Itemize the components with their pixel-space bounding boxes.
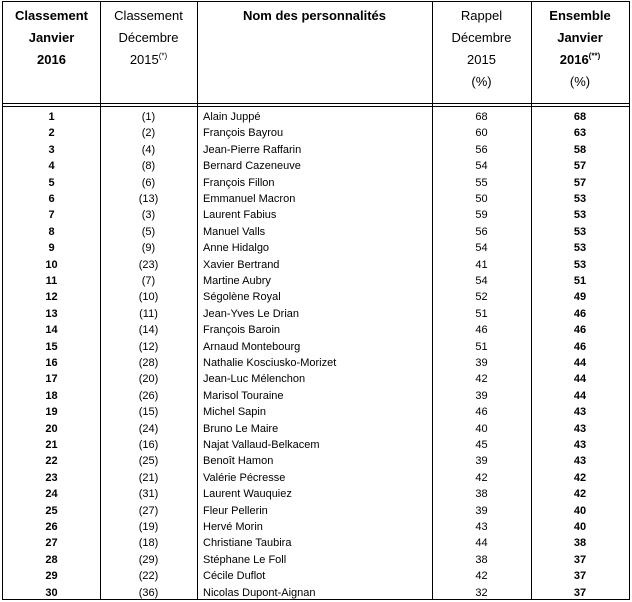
header-ensemble-unit: (%) xyxy=(569,74,591,89)
rank-dec-cell: (16) xyxy=(138,439,159,451)
ensemble-jan-cell: 43 xyxy=(573,455,587,468)
rank-dec-cell: (19) xyxy=(138,521,159,533)
rank-jan-cell: 11 xyxy=(45,275,58,287)
personality-name-cell: Bernard Cazeneuve xyxy=(203,160,301,173)
table-row xyxy=(3,486,629,502)
rappel-dec-cell: 60 xyxy=(475,127,488,140)
ensemble-jan-cell: 42 xyxy=(573,488,587,501)
rank-dec-cell: (5) xyxy=(141,225,156,238)
header-rank-jan-line3: 2016 xyxy=(37,52,66,67)
rank-dec-cell: (28) xyxy=(138,357,159,369)
personality-name-cell: Benoît Hamon xyxy=(203,455,274,468)
rank-dec-cell: (21) xyxy=(138,471,159,484)
ensemble-jan-cell: 46 xyxy=(573,324,587,337)
personality-name-cell: François Fillon xyxy=(203,176,275,189)
personality-name-cell: Manuel Valls xyxy=(203,225,266,238)
personality-name-cell: Jean-Pierre Raffarin xyxy=(203,143,302,156)
ensemble-jan-cell: 44 xyxy=(573,389,587,402)
personality-name-cell: Alain Juppé xyxy=(203,111,261,123)
rank-dec-cell: (12) xyxy=(138,340,159,353)
ranking-table xyxy=(2,1,630,600)
ensemble-jan-cell: 42 xyxy=(573,471,587,484)
rank-jan-cell: 1 xyxy=(48,111,55,123)
header-name xyxy=(197,5,432,108)
rappel-dec-cell: 54 xyxy=(475,160,488,173)
rank-jan-cell: 14 xyxy=(45,324,58,337)
personality-name-cell: Arnaud Montebourg xyxy=(203,340,301,353)
table-row xyxy=(3,207,629,223)
header-rappel-line2: Décembre xyxy=(451,30,512,45)
rappel-dec-cell: 50 xyxy=(475,193,488,205)
rappel-dec-cell: 52 xyxy=(475,291,488,304)
table-row xyxy=(3,257,629,273)
table-row xyxy=(3,503,629,519)
rank-dec-cell: (24) xyxy=(138,422,159,435)
ensemble-jan-cell: 37 xyxy=(573,553,587,566)
rappel-dec-cell: 54 xyxy=(475,275,488,287)
ensemble-jan-cell: 43 xyxy=(573,422,587,435)
rank-dec-cell: (13) xyxy=(138,193,159,205)
personality-name-cell: Najat Vallaud-Belkacem xyxy=(203,439,320,451)
personality-name-cell: Martine Aubry xyxy=(203,275,271,287)
table-row xyxy=(3,175,629,191)
header-ensemble-line1: Ensemble xyxy=(549,8,611,23)
table-row xyxy=(3,552,629,568)
rank-jan-cell: 9 xyxy=(48,242,55,255)
personality-name-cell: Jean-Yves Le Drian xyxy=(203,307,299,320)
rappel-dec-cell: 44 xyxy=(475,537,488,550)
rappel-dec-cell: 39 xyxy=(475,504,488,517)
ensemble-jan-cell: 44 xyxy=(573,373,587,386)
rank-jan-cell: 7 xyxy=(48,209,55,222)
personality-name-cell: Stéphane Le Foll xyxy=(203,553,287,566)
rappel-dec-cell: 45 xyxy=(475,439,488,451)
ensemble-jan-cell: 57 xyxy=(573,160,587,173)
rappel-dec-cell: 40 xyxy=(475,422,488,435)
personality-name-cell: Nathalie Kosciusko-Morizet xyxy=(203,357,337,369)
table-row xyxy=(3,355,629,371)
header-ensemble xyxy=(531,5,629,108)
personality-name-cell: Xavier Bertrand xyxy=(203,258,280,271)
table-row xyxy=(3,109,629,125)
table-row xyxy=(3,224,629,240)
personality-name-cell: Ségolène Royal xyxy=(203,291,281,304)
header-ensemble-line3 xyxy=(531,49,629,71)
header-rank-dec-line2: Décembre xyxy=(118,30,179,45)
rank-jan-cell: 26 xyxy=(45,521,58,533)
ensemble-jan-cell: 38 xyxy=(573,537,587,550)
table-row xyxy=(3,388,629,404)
personality-name-cell: Michel Sapin xyxy=(203,406,266,419)
ensemble-jan-cell: 43 xyxy=(573,406,587,419)
rank-jan-cell: 3 xyxy=(48,143,55,156)
header-rappel-line3: 2015 xyxy=(467,52,496,67)
personality-name-cell: François Bayrou xyxy=(203,127,284,140)
rank-dec-cell: (8) xyxy=(141,160,156,173)
rank-dec-cell: (3) xyxy=(141,209,156,222)
rank-dec-cell: (18) xyxy=(138,537,159,550)
table-row xyxy=(3,421,629,437)
table-row xyxy=(3,371,629,387)
ensemble-jan-cell: 46 xyxy=(573,307,587,320)
rank-jan-cell: 27 xyxy=(45,537,58,550)
ensemble-jan-cell: 53 xyxy=(573,258,587,271)
header-rank-jan xyxy=(3,5,100,108)
rank-jan-cell: 30 xyxy=(45,586,58,599)
footnote-marker: (**) xyxy=(588,51,601,61)
rappel-dec-cell: 46 xyxy=(475,406,488,419)
header-rappel-unit: (%) xyxy=(471,74,492,89)
personality-name-cell: Valérie Pécresse xyxy=(203,471,286,484)
rank-dec-cell: (11) xyxy=(139,307,158,320)
header-name-label: Nom des personnalités xyxy=(242,8,387,23)
table-row xyxy=(3,306,629,322)
rank-jan-cell: 23 xyxy=(45,471,58,484)
rank-dec-cell: (4) xyxy=(141,143,156,156)
table-row xyxy=(3,568,629,584)
personality-name-cell: Fleur Pellerin xyxy=(203,504,268,517)
rappel-dec-cell: 68 xyxy=(475,111,488,123)
table-row xyxy=(3,437,629,453)
personality-name-cell: Emmanuel Macron xyxy=(203,193,296,205)
ensemble-jan-cell: 68 xyxy=(573,111,587,123)
table-row xyxy=(3,322,629,338)
rank-dec-cell: (9) xyxy=(141,242,156,255)
header-rappel xyxy=(432,5,531,108)
rappel-dec-cell: 39 xyxy=(475,455,488,468)
rank-dec-cell: (29) xyxy=(138,553,159,566)
footnote-marker: (*) xyxy=(158,51,168,61)
rank-dec-cell: (14) xyxy=(138,324,159,337)
table-row xyxy=(3,125,629,141)
header-rank-dec-line1: Classement xyxy=(114,8,183,23)
table-row xyxy=(3,404,629,420)
ensemble-jan-cell: 40 xyxy=(573,521,587,533)
rank-dec-cell: (1) xyxy=(141,111,156,123)
header-rank-dec-line3 xyxy=(100,49,197,71)
personality-name-cell: Laurent Wauquiez xyxy=(203,488,292,501)
personality-name-cell: Laurent Fabius xyxy=(203,209,277,222)
rank-jan-cell: 25 xyxy=(45,504,58,517)
rappel-dec-cell: 39 xyxy=(475,357,488,369)
rappel-dec-cell: 38 xyxy=(475,488,488,501)
header-rank-jan-line1: Classement xyxy=(15,8,88,23)
ensemble-jan-cell: 53 xyxy=(573,242,587,255)
rappel-dec-cell: 41 xyxy=(475,258,488,271)
rank-jan-cell: 18 xyxy=(45,389,58,402)
header-rank-jan-line2: Janvier xyxy=(28,30,75,45)
table-row xyxy=(3,240,629,256)
rank-dec-cell: (20) xyxy=(138,373,159,386)
personality-name-cell: Nicolas Dupont-Aignan xyxy=(203,586,316,599)
table-row xyxy=(3,142,629,158)
ensemble-jan-cell: 51 xyxy=(573,275,587,287)
rank-jan-cell: 4 xyxy=(48,160,55,173)
rank-jan-cell: 12 xyxy=(45,291,58,304)
personality-name-cell: Bruno Le Maire xyxy=(203,422,279,435)
rappel-dec-cell: 42 xyxy=(475,471,488,484)
rank-jan-cell: 5 xyxy=(48,176,55,189)
table-row xyxy=(3,289,629,305)
ensemble-jan-cell: 57 xyxy=(573,176,587,189)
rappel-dec-cell: 51 xyxy=(475,340,488,353)
rank-dec-cell: (15) xyxy=(138,406,159,419)
rank-jan-cell: 19 xyxy=(45,406,58,419)
rank-dec-cell: (10) xyxy=(138,291,159,304)
personality-name-cell: Christiane Taubira xyxy=(203,537,292,550)
rappel-dec-cell: 38 xyxy=(475,553,488,566)
rappel-dec-cell: 39 xyxy=(475,389,488,402)
rank-jan-cell: 8 xyxy=(48,225,55,238)
table-row xyxy=(3,535,629,551)
rappel-dec-cell: 59 xyxy=(475,209,488,222)
rappel-dec-cell: 32 xyxy=(475,586,488,599)
rappel-dec-cell: 46 xyxy=(475,324,488,337)
rank-jan-cell: 28 xyxy=(45,553,58,566)
ensemble-jan-cell: 63 xyxy=(573,127,587,140)
header-rank-dec xyxy=(100,5,197,108)
ensemble-jan-cell: 37 xyxy=(573,570,587,583)
ensemble-jan-cell: 53 xyxy=(573,209,587,222)
ensemble-jan-cell: 40 xyxy=(573,504,587,517)
ensemble-jan-cell: 37 xyxy=(573,586,587,599)
rank-dec-cell: (27) xyxy=(138,504,159,517)
header-ensemble-year: 2016 xyxy=(559,52,589,67)
ensemble-jan-cell: 43 xyxy=(573,439,587,451)
rappel-dec-cell: 56 xyxy=(475,143,488,156)
rappel-dec-cell: 42 xyxy=(475,373,488,386)
ensemble-jan-cell: 53 xyxy=(573,225,587,238)
table-row xyxy=(3,191,629,207)
personality-name-cell: Jean-Luc Mélenchon xyxy=(203,373,306,386)
table-row xyxy=(3,158,629,174)
rank-jan-cell: 17 xyxy=(45,373,58,386)
table-row xyxy=(3,470,629,486)
rank-jan-cell: 29 xyxy=(45,570,58,583)
rappel-dec-cell: 55 xyxy=(475,176,488,189)
rank-dec-cell: (6) xyxy=(141,176,156,189)
rank-dec-cell: (2) xyxy=(141,127,156,140)
personality-name-cell: François Baroin xyxy=(203,324,281,337)
rank-dec-cell: (36) xyxy=(138,586,159,599)
rappel-dec-cell: 43 xyxy=(475,521,488,533)
table-row xyxy=(3,585,629,601)
personality-name-cell: Anne Hidalgo xyxy=(203,242,270,255)
rank-jan-cell: 2 xyxy=(48,127,55,140)
rank-jan-cell: 22 xyxy=(45,455,58,468)
header-rappel-line1: Rappel xyxy=(460,8,503,23)
rank-jan-cell: 20 xyxy=(45,422,58,435)
rank-dec-cell: (7) xyxy=(141,275,156,287)
ensemble-jan-cell: 46 xyxy=(573,340,587,353)
rappel-dec-cell: 54 xyxy=(475,242,488,255)
rank-jan-cell: 13 xyxy=(45,307,58,320)
table-row xyxy=(3,519,629,535)
rank-jan-cell: 6 xyxy=(48,193,55,205)
rank-dec-cell: (23) xyxy=(138,258,159,271)
ensemble-jan-cell: 49 xyxy=(573,291,587,304)
personality-name-cell: Marisol Touraine xyxy=(203,389,284,402)
rank-dec-cell: (26) xyxy=(138,389,159,402)
rappel-dec-cell: 56 xyxy=(475,225,488,238)
header-ensemble-line2: Janvier xyxy=(557,30,603,45)
ensemble-jan-cell: 53 xyxy=(573,193,587,205)
header-rank-dec-year: 2015 xyxy=(129,52,159,67)
rank-jan-cell: 24 xyxy=(45,488,58,501)
rank-jan-cell: 16 xyxy=(45,357,58,369)
ensemble-jan-cell: 44 xyxy=(573,357,587,369)
rappel-dec-cell: 51 xyxy=(475,307,488,320)
rank-jan-cell: 21 xyxy=(45,439,58,451)
personality-name-cell: Hervé Morin xyxy=(203,521,263,533)
rank-dec-cell: (25) xyxy=(138,455,159,468)
table-row xyxy=(3,273,629,289)
rank-dec-cell: (22) xyxy=(138,570,159,583)
table-row xyxy=(3,453,629,469)
ensemble-jan-cell: 58 xyxy=(573,143,587,156)
rank-jan-cell: 10 xyxy=(45,258,58,271)
table-row xyxy=(3,339,629,355)
rank-dec-cell: (31) xyxy=(138,488,159,501)
personality-name-cell: Cécile Duflot xyxy=(203,570,266,583)
rank-jan-cell: 15 xyxy=(45,340,58,353)
rappel-dec-cell: 42 xyxy=(475,570,488,583)
